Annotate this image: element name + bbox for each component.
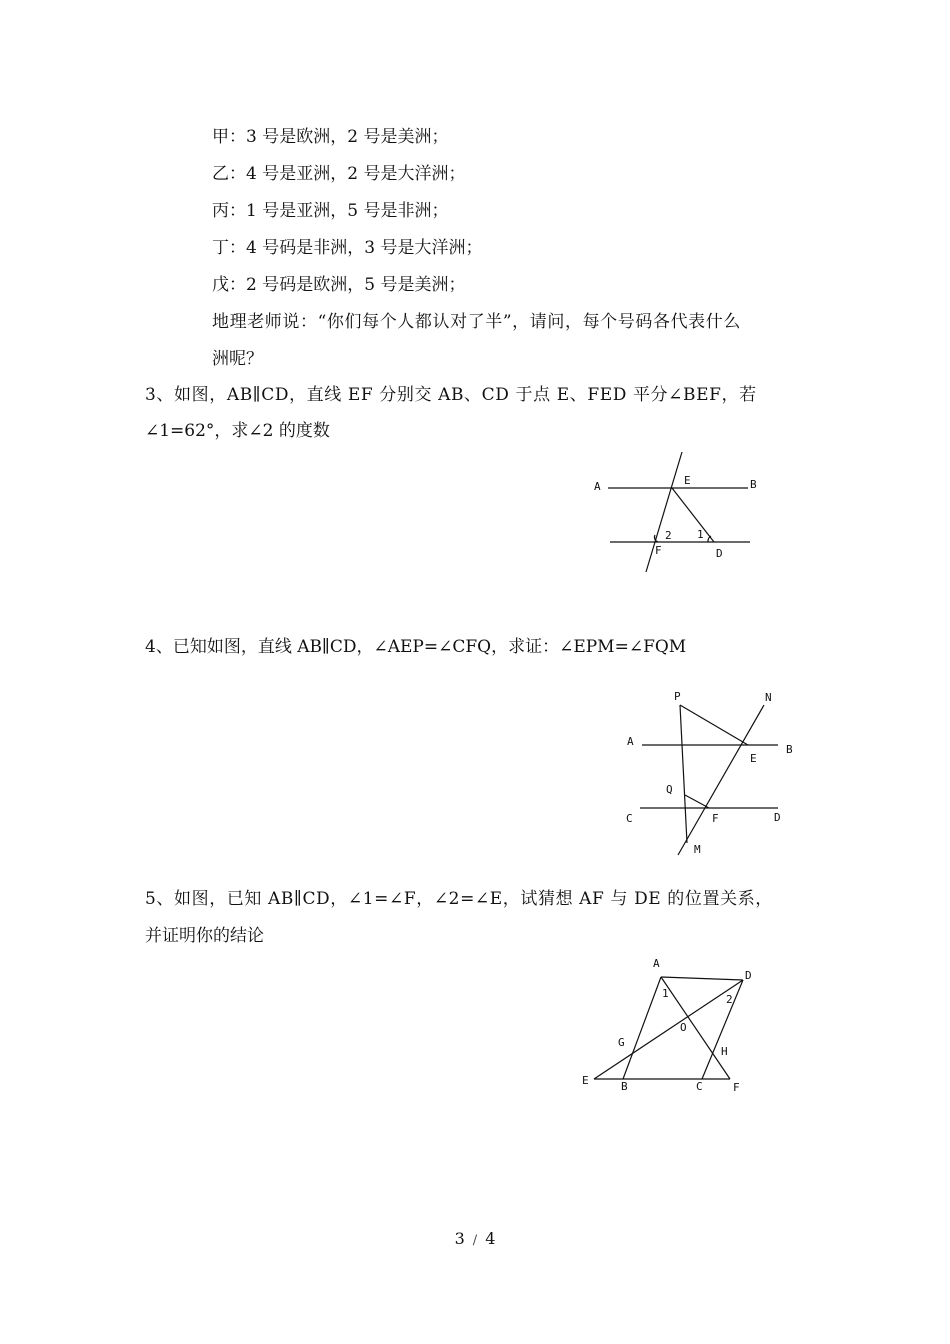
q4-label-d: D: [774, 811, 781, 824]
page-current: 3: [454, 1229, 465, 1248]
intro-line-2: 乙：4 号是亚洲，2 号是大洋洲；: [212, 164, 466, 184]
q5-label-d: D: [745, 969, 752, 982]
q4-label-p: P: [674, 690, 681, 703]
q3-line-ed: [672, 488, 714, 542]
q5-label-g: G: [618, 1036, 625, 1049]
q4-label-a: A: [627, 735, 634, 748]
q3-line-ef: [646, 452, 682, 572]
q5-label-h: H: [721, 1045, 728, 1058]
q5-line-ab: [623, 977, 661, 1079]
q4-label-b: B: [786, 743, 793, 756]
q4-line-pe: [680, 705, 748, 745]
q4-text-line-1: 4、已知如图，直线 AB∥CD，∠AEP=∠CFQ，求证：∠EPM=∠FQM: [145, 637, 687, 657]
q4-figure: [620, 685, 810, 860]
q5-label-2: 2: [726, 993, 733, 1006]
q4-label-m: M: [694, 843, 701, 856]
q3-label-a: A: [594, 480, 601, 493]
q5-label-b: B: [621, 1080, 628, 1093]
q3-label-2: 2: [665, 529, 672, 542]
q5-label-1: 1: [662, 987, 669, 1000]
intro-line-4: 丁：4 号码是非洲，3 号是大洋洲；: [212, 238, 483, 258]
q4-label-c: C: [626, 812, 633, 825]
q5-label-f: F: [733, 1081, 740, 1094]
q5-label-o: O: [680, 1021, 687, 1034]
teacher-statement-cont: 洲呢？: [212, 349, 263, 369]
intro-line-1: 甲：3 号是欧洲，2 号是美洲；: [212, 127, 449, 147]
q3-label-e: E: [684, 474, 691, 487]
q4-label-n: N: [765, 691, 772, 704]
q5-label-c: C: [696, 1080, 703, 1093]
intro-line-3: 丙：1 号是亚洲，5 号是非洲；: [212, 201, 449, 221]
q3-label-d: D: [716, 547, 723, 560]
q5-figure: [578, 952, 768, 1097]
page-total: 4: [485, 1229, 496, 1248]
q3-angle-1-arc: [708, 536, 711, 542]
q5-line-dc: [702, 980, 743, 1079]
page-separator: /: [472, 1233, 478, 1248]
q4-label-f: F: [712, 812, 719, 825]
intro-line-5: 戊：2 号码是欧洲，5 号是美洲；: [212, 275, 466, 295]
q5-label-a: A: [653, 957, 660, 970]
q3-label-1: 1: [697, 528, 704, 541]
q5-text-line-1: 5、如图，已知 AB∥CD，∠1=∠F，∠2=∠E，试猜想 AF 与 DE 的位置关系，: [145, 889, 773, 909]
teacher-statement: 地理老师说：“你们每个人都认对了半”，请问，每个号码各代表什么: [212, 312, 741, 332]
q3-text-line-2: ∠1=62°，求∠2 的度数: [145, 421, 330, 441]
q4-line-mn: [678, 705, 764, 855]
q4-label-e: E: [750, 752, 757, 765]
q5-label-e: E: [582, 1074, 589, 1087]
page-number: [0, 1229, 950, 1248]
q3-figure: [588, 445, 773, 580]
q4-line-pm: [680, 705, 687, 843]
q4-line-qf: [685, 795, 709, 808]
q3-label-b: B: [750, 478, 757, 491]
q3-label-f: F: [655, 544, 662, 557]
q5-text-line-2: 并证明你的结论: [145, 926, 264, 946]
q4-label-q: Q: [666, 783, 673, 796]
q3-text-line-1: 3、如图，AB∥CD，直线 EF 分别交 AB、CD 于点 E、FED 平分∠BEF，若: [145, 385, 757, 405]
q5-line-ad: [661, 977, 743, 980]
